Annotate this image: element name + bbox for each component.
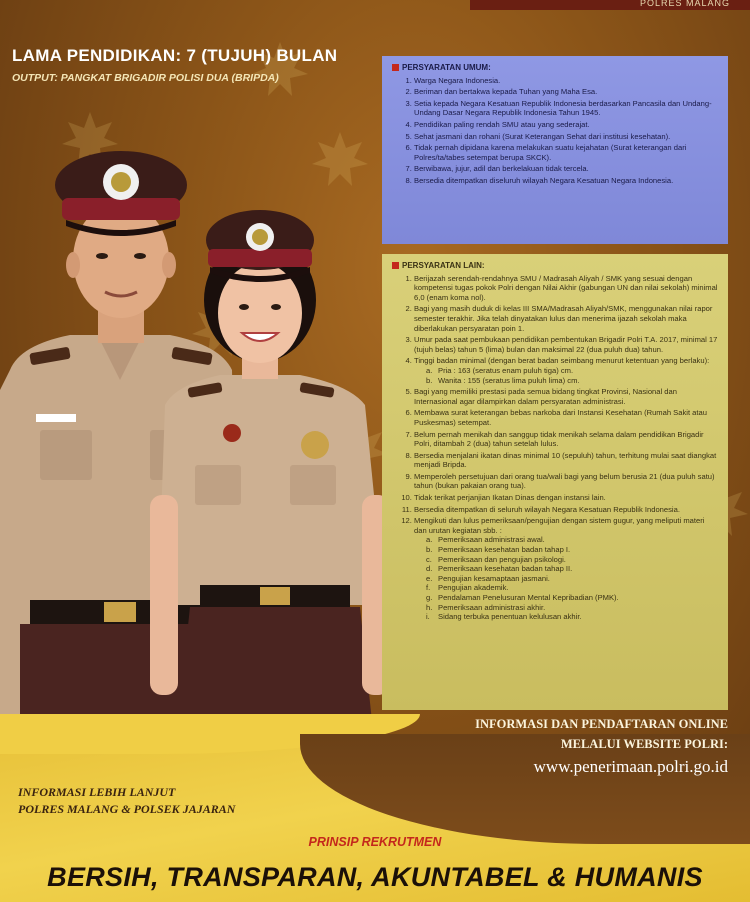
list-item bbox=[414, 356, 718, 385]
list-item-text: Tinggi badan minimal (dengan berat badan seimbang menurut ketentuan yang berlaku): bbox=[414, 356, 710, 366]
list-item: 9. Memperoleh persetujuan dari orang tua/wali bagi yang belum berusia 21 (dua puluh satu) tahun (bukan pakaian orang tua). bbox=[414, 472, 718, 491]
sublist-text: Pemeriksaan kesehatan badan tahap I. bbox=[438, 545, 571, 555]
online-registration-info bbox=[475, 714, 728, 754]
sublist-item bbox=[426, 535, 718, 545]
more-info-line1: INFORMASI LEBIH LANJUT bbox=[18, 785, 176, 799]
slogan: BERSIH, TRANSPARAN, AKUNTABEL & HUMANIS bbox=[47, 862, 703, 892]
sublist-item bbox=[426, 574, 718, 584]
sublist-text: Pemeriksaan administrasi akhir. bbox=[438, 602, 546, 612]
corner-text: POLRES MALANG bbox=[639, 0, 730, 8]
online-line1: INFORMASI DAN PENDAFTARAN ONLINE bbox=[475, 717, 728, 731]
sublist-letter: h. bbox=[426, 602, 433, 612]
panel-persyaratan-lain bbox=[382, 254, 728, 710]
sublist-item bbox=[426, 612, 718, 622]
list-item: 5. Bagi yang memiliki prestasi pada semua bidang tingkat Provinsi, Nasional dan Internasional agar dilampirkan dalam persyaratan administrasi. bbox=[414, 387, 718, 406]
sublist-item bbox=[426, 545, 718, 555]
sublist-tes bbox=[414, 535, 718, 621]
website-link[interactable]: www.penerimaan.polri.go.id bbox=[533, 757, 728, 776]
sublist-text: Pengujian kesamaptaan jasmani. bbox=[438, 573, 550, 583]
more-info bbox=[18, 784, 235, 818]
list-item: 6. Tidak pernah dipidana karena melakukan suatu kejahatan (Surat keterangan dari Polres/ta/tabes setempat berupa SKCK). bbox=[414, 143, 718, 162]
sublist-text: Pemeriksaan dan pengujian psikologi. bbox=[438, 554, 566, 564]
list-item: 4. Pendidikan paling rendah SMU atau yang sederajat. bbox=[414, 120, 718, 130]
sublist-item bbox=[426, 555, 718, 565]
sublist-letter: a. bbox=[426, 365, 433, 375]
sublist-letter: b. bbox=[426, 545, 433, 555]
sublist-item bbox=[426, 376, 718, 386]
page-title: LAMA PENDIDIKAN: 7 (TUJUH) BULAN bbox=[12, 46, 338, 65]
sublist-letter: b. bbox=[426, 375, 433, 385]
sublist-item bbox=[426, 583, 718, 593]
list-item: 2. Bagi yang masih duduk di kelas III SMA/Madrasah Aliyah/SMK, menggunakan nilai rapor semester terakhir. Jika telah dinyatakan lulus dan menerima ijazah sekolah maka diberlakukan persyaratan poin 1. bbox=[414, 304, 718, 333]
sublist-letter: g. bbox=[426, 593, 433, 602]
list-item: 2. Beriman dan bertakwa kepada Tuhan yang Maha Esa. bbox=[414, 87, 718, 97]
sublist-item bbox=[426, 603, 718, 613]
list-persyaratan-umum bbox=[392, 76, 718, 186]
top-band bbox=[470, 0, 750, 10]
more-info-line2: POLRES MALANG & POLSEK JAJARAN bbox=[18, 802, 236, 816]
sublist-letter: c. bbox=[426, 554, 432, 564]
list-item: 3. Setia kepada Negara Kesatuan Republik Indonesia berdasarkan Pancasila dan Undang-Undang Dasar Negara Republik Indonesia Tahun 1945. bbox=[414, 99, 718, 118]
list-item: 11. Bersedia ditempatkan di seluruh wilayah Negara Kesatuan Republik Indonesia. bbox=[414, 505, 718, 515]
list-item: 7. Belum pernah menikah dan sanggup tidak menikah selama dalam pendidikan Brigadir Polri, ditambah 2 (dua) tahun setelah lulus. bbox=[414, 430, 718, 449]
prinsip-heading: PRINSIP REKRUTMEN bbox=[308, 835, 442, 849]
panel-persyaratan-umum bbox=[382, 56, 728, 244]
list-item: 8. Bersedia menjalani ikatan dinas minimal 10 (sepuluh) tahun, terhitung mulai saat diangkat menjadi Bripda. bbox=[414, 451, 718, 470]
sublist-item bbox=[426, 366, 718, 376]
list-item: 8. Bersedia ditempatkan diseluruh wilayah Negara Kesatuan Negara Indonesia. bbox=[414, 176, 718, 186]
sublist-item bbox=[426, 564, 718, 574]
panel-lain-title bbox=[392, 261, 718, 271]
sublist-letter: d. bbox=[426, 564, 433, 574]
sublist-text: Pemeriksaan kesehatan badan tahap II. bbox=[438, 564, 573, 574]
online-line2: MELALUI WEBSITE POLRI: bbox=[560, 737, 728, 751]
maple-leaf-icon bbox=[310, 130, 370, 190]
sublist-text: Pria : 163 (seratus enam puluh tiga) cm. bbox=[438, 365, 574, 375]
list-item: 1. Berijazah serendah-rendahnya SMU / Madrasah Aliyah / SMK yang sesuai dengan kompetensi tugas pokok Polri dengan Nilai Akhir (gabungan UN dan nilai sekolah) minimal 6,0 (enam koma nol). bbox=[414, 274, 718, 303]
list-item: 6. Membawa surat keterangan bebas narkoba dari Instansi Kesehatan (Rumah Sakit atau Puskesmas) setempat. bbox=[414, 408, 718, 427]
sublist-text: Sidang terbuka penentuan kelulusan akhir. bbox=[438, 612, 582, 622]
list-item: 10. Tidak terikat perjanjian Ikatan Dinas dengan instansi lain. bbox=[414, 493, 718, 503]
sublist-tinggi bbox=[414, 366, 718, 385]
page-subtitle: OUTPUT: PANGKAT BRIGADIR POLISI DUA (BRIPDA) bbox=[12, 72, 279, 84]
sublist-text: Wanita : 155 (seratus lima puluh lima) cm. bbox=[438, 375, 580, 385]
list-item: 7. Berwibawa, jujur, adil dan berkelakuan tidak tercela. bbox=[414, 164, 718, 174]
panel-lain-title-text: PERSYARATAN LAIN: bbox=[402, 261, 485, 270]
bullet-square-icon bbox=[392, 64, 399, 71]
panel-umum-title-text: PERSYARATAN UMUM: bbox=[402, 63, 491, 72]
sublist-item bbox=[426, 593, 718, 603]
list-item: 1. Warga Negara Indonesia. bbox=[414, 76, 718, 86]
sublist-letter: f. bbox=[426, 583, 431, 593]
bullet-square-icon bbox=[392, 262, 399, 269]
sublist-letter: a. bbox=[426, 535, 433, 545]
list-item: 5. Sehat jasmani dan rohani (Surat Keterangan Sehat dari institusi kesehatan). bbox=[414, 132, 718, 142]
female-officer-illustration bbox=[150, 205, 390, 750]
list-item-text: Mengikuti dan lulus pemeriksaan/pengujian dengan sistem gugur, yang meliputi materi dan urutan kegiatan sbb. : bbox=[414, 516, 705, 535]
sublist-text: Pengujian akademik. bbox=[438, 583, 509, 593]
list-persyaratan-lain bbox=[392, 274, 718, 622]
sublist-letter: i. bbox=[426, 612, 430, 622]
sublist-text: Pendalaman Penelusuran Mental Kepribadian (PMK). bbox=[438, 593, 619, 602]
sublist-letter: e. bbox=[426, 573, 433, 583]
sublist-text: Pemeriksaan administrasi awal. bbox=[438, 535, 545, 545]
list-item bbox=[414, 516, 718, 622]
list-item: 3. Umur pada saat pembukaan pendidikan pembentukan Brigadir Polri T.A. 2017, minimal 17 (tujuh belas) tahun 5 (lima) bulan dan maksimal 22 (dua puluh dua) tahun. bbox=[414, 335, 718, 354]
panel-umum-title bbox=[392, 63, 718, 73]
